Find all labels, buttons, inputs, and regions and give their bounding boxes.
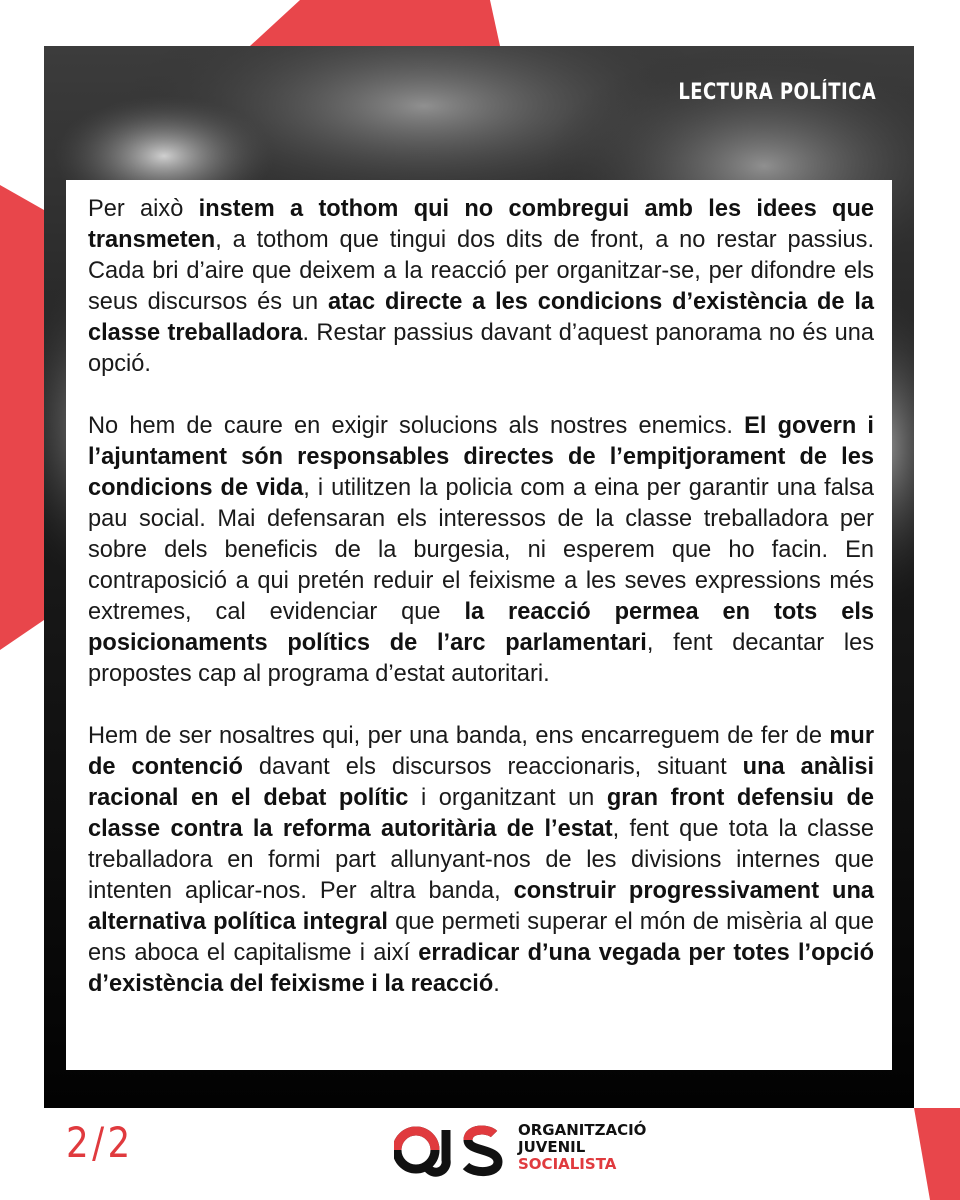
text-run: Per això <box>88 196 199 222</box>
ojs-logo-text <box>518 1122 646 1173</box>
paragraph <box>88 194 874 380</box>
text-run: , fent decantar les propostes cap al programa d’estat autoritari. <box>88 630 874 687</box>
text-run: Hem de ser nosaltres qui, per una banda, ens encarreguem de fer de <box>88 723 830 749</box>
logo-line-1: ORGANITZACIÓ <box>518 1121 647 1139</box>
text-run: No hem de caure en exigir solucions als nostres enemics. <box>88 413 745 439</box>
bold-text-run: instem a tothom qui no combregui amb les idees que transmeten <box>88 196 874 253</box>
paragraph <box>88 721 874 1000</box>
article-body <box>88 194 874 1000</box>
bold-text-run: atac directe a les condicions d’existència de la classe treballadora <box>88 289 874 346</box>
text-box <box>66 180 892 1070</box>
bold-text-run: una anàlisi racional en el debat polític <box>88 754 875 811</box>
text-run: i organitzant un <box>408 785 607 811</box>
ojs-logo-mark <box>394 1120 514 1180</box>
ojs-logo <box>394 1120 654 1180</box>
bold-text-run: El govern i l’ajuntament són responsables directes de l’empitjorament de les condicions de vida <box>88 413 874 501</box>
logo-line-2: JUVENIL <box>518 1138 586 1156</box>
text-run: , a tothom que tingui dos dits de front, a no restar passius. Cada bri d’aire que deixem a la reacció per organitzar-se, per difondre els seus discursos és un <box>88 227 874 315</box>
bold-text-run: construir progressivament una alternativa política integral <box>88 878 874 935</box>
paragraph <box>88 411 874 690</box>
text-run: que permeti superar el món de misèria al que ens aboca el capitalisme i així <box>88 909 874 966</box>
bold-text-run: gran front defensiu de classe contra la reforma autoritària de l’estat <box>88 785 874 842</box>
bold-text-run: la reacció permea en tots els posicionaments polítics de l’arc parlamentari <box>88 599 874 656</box>
text-run: davant els discursos reaccionaris, situant <box>242 754 743 780</box>
text-run: . <box>493 971 500 997</box>
content-panel <box>44 46 914 1108</box>
bold-text-run: erradicar d’una vegada per totes l’opció d’existència del feixisme i la reacció <box>88 940 874 997</box>
text-run: , i utilitzen la policia com a eina per garantir una falsa pau social. Mai defensaran els interessos de la classe treballadora per sobre dels beneficis de la burgesia, ni esperem que ho facin. En contraposició a qui pretén reduir el feixisme a les seves expressions més extremes, cal evidenciar que <box>88 475 874 625</box>
text-run: , fent que tota la classe treballadora en formi part allunyant-nos de les divisions internes que intenten aplicar-nos. Per altra banda, <box>88 816 874 904</box>
page-number: 2/2 <box>66 1118 134 1167</box>
header-label: LECTURA POLÍTICA <box>678 80 876 105</box>
logo-line-3: SOCIALISTA <box>518 1155 617 1173</box>
text-run: . Restar passius davant d’aquest panorama no és una opció. <box>88 320 874 377</box>
bold-text-run: mur de contenció <box>88 723 874 780</box>
